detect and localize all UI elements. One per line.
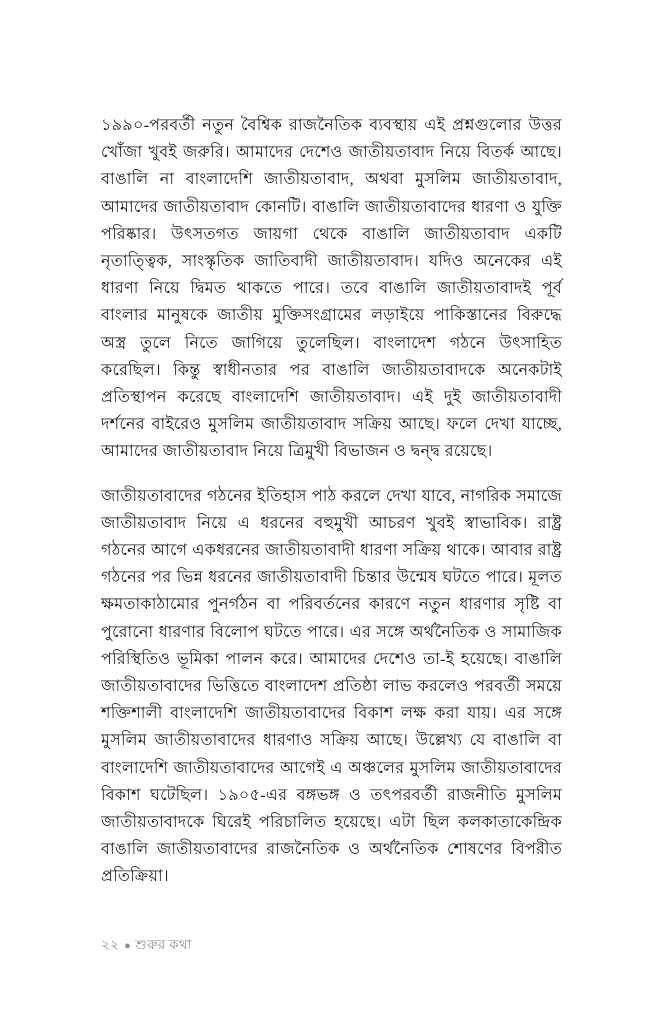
footer-page-number: ২২ — [101, 937, 120, 952]
page-text-block — [101, 112, 562, 891]
body-paragraph-2: জাতীয়তাবাদের গঠনের ইতিহাস পাঠ করলে দেখা যাবে, নাগরিক সমাজে জাতীয়তাবাদ নিয়ে এ ধরনের বহুমুখী আচরণ খুবই স্বাভাবিক। রাষ্ট্র গঠনের আগে একধরনের জাতীয়তাবাদী ধারণা সক্রিয় থাকে। আবার রাষ্ট্র গঠনের পর ভিন্ন ধরনের জাতীয়তাবাদী চিন্তার উন্মেষ ঘটতে পারে। মূলত ক্ষমতাকাঠামোর পুনর্গঠন বা পরিবর্তনের কারণে নতুন ধারণার সৃষ্টি বা পুরোনো ধারণার বিলোপ ঘটতে পারে। এর সঙ্গে অর্থনৈতিক ও সামাজিক পরিস্থিতিও ভূমিকা পালন করে। আমাদের দেশেও তা-ই হয়েছে। বাঙালি জাতীয়তাবাদের ভিত্তিতে বাংলাদেশ প্রতিষ্ঠা লাভ করলেও পরবর্তী সময়ে শক্তিশালী বাংলাদেশি জাতীয়তাবাদের বিকাশ লক্ষ করা যায়। এর সঙ্গে মুসলিম জাতীয়তাবাদের ধারণাও সক্রিয় আছে। উল্লেখ্য যে বাঙালি বা বাংলাদেশি জাতীয়তাবাদের আগেই এ অঞ্চলের মুসলিম জাতীয়তাবাদের বিকাশ ঘটেছিল। ১৯০৫-এর বঙ্গভঙ্গ ও তৎপরবর্তী রাজনীতি মুসলিম জাতীয়তাবাদকে ঘিরেই পরিচালিত হয়েছে। এটা ছিল কলকাতাকেন্দ্রিক বাঙালি জাতীয়তাবাদের রাজনৈতিক ও অর্থনৈতিক শোষণের বিপরীত প্রতিক্রিয়া। — [101, 486, 562, 886]
footer-chapter-title: শুরুর কথা — [135, 937, 192, 952]
page-footer — [101, 936, 192, 955]
bullet-separator-icon: ● — [124, 939, 132, 952]
body-paragraph-1: ১৯৯০-পরবর্তী নতুন বৈশ্বিক রাজনৈতিক ব্যবস্থায় এই প্রশ্নগুলোর উত্তর খোঁজা খুবই জরুরি। আমাদের দেশেও জাতীয়তাবাদ নিয়ে বিতর্ক আছে। বাঙালি না বাংলাদেশি জাতীয়তাবাদ, অথবা মুসলিম জাতীয়তাবাদ, আমাদের জাতীয়তাবাদ কোনটি। বাঙালি জাতীয়তাবাদের ধারণা ও যুক্তি পরিষ্কার। উৎসতগত জায়গা থেকে বাঙালি জাতীয়তাবাদ একটি নৃতাত্ত্বিক, সাংস্কৃতিক জাতিবাদী জাতীয়তাবাদ। যদিও অনেকের এই ধারণা নিয়ে দ্বিমত থাকতে পারে। তবে বাঙালি জাতীয়তাবাদই পূর্ব বাংলার মানুষকে জাতীয় মুক্তিসংগ্রামের লড়াইয়ে পাকিস্তানের বিরুদ্ধে অস্ত্র তুলে নিতে জাগিয়ে তুলেছিল। বাংলাদেশ গঠনে উৎসাহিত করেছিল। কিন্তু স্বাধীনতার পর বাঙালি জাতীয়তাবাদকে অনেকটাই প্রতিস্থাপন করেছে বাংলাদেশি জাতীয়তাবাদ। এই দুই জাতীয়তাবাদী দর্শনের বাইরেও মুসলিম জাতীয়তাবাদ সক্রিয় আছে। ফলে দেখা যাচ্ছে, আমাদের জাতীয়তাবাদ নিয়ে ত্রিমুখী বিভাজন ও দ্বন্দ্ব রয়েছে। — [101, 116, 562, 461]
